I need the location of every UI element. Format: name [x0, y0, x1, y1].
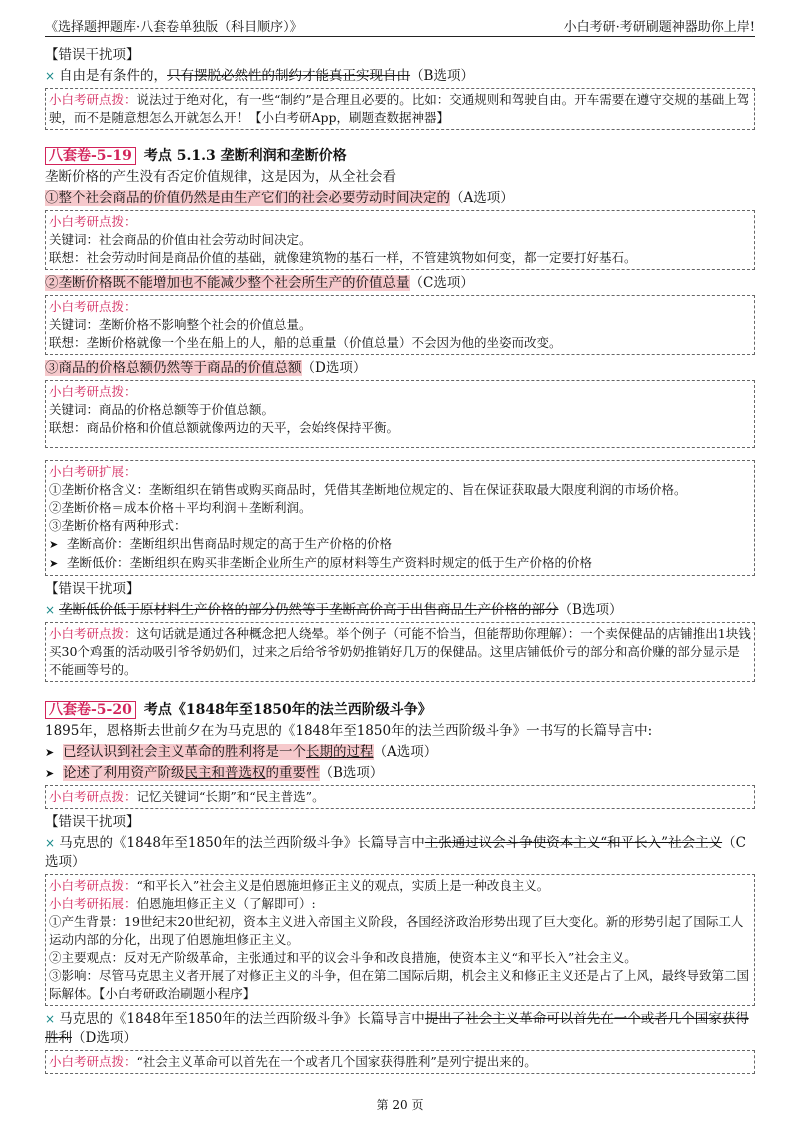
option-a — [45, 743, 755, 762]
cross-mark-icon: × — [45, 1012, 56, 1026]
extension-line: ③影响：尽管马克思主义者开展了对修正主义的斗争，但在第二国际后期，机会主义和修正主义还是占了上风，最终导致第二国际解体。【小白考研政治刷题小程序】 — [49, 968, 750, 1001]
hint-text: 记忆关键词“长期”和“民主普选”。 — [136, 789, 325, 804]
hint-tag: 小白考研点拨： — [49, 626, 137, 641]
hint-text: 说法过于绝对化，有一些“制约”是合理且必要的。比如：交通规则和驾驶自由。开车需要在遵守交规的基础上驾驶，而不是随意想怎么开就怎么开！【小白考研App，刷题查数据神器】 — [49, 92, 750, 125]
option-tag: （D选项） — [301, 360, 367, 376]
extension-line: ②垄断价格＝成本价格＋平均利润＋垄断利润。 — [49, 500, 312, 515]
wrong-item-strike: 只有摆脱必然性的制约才能真正实现自由 — [167, 68, 411, 84]
arrow-bullet-icon: ➤ — [49, 557, 59, 570]
hint-box-d — [45, 380, 755, 448]
hint-text: 这句话就是通过各种概念把人绕晕。举个例子（可能不恰当，但能帮助你理解）：一个卖保健品的店铺推出1块钱买30个鸡蛋的活动吸引爷爷奶奶们，过来之后给爷爷奶奶推销好几万的保健品。这里店铺低价亏的部分和高价赚的部分显示是不能画等号的。 — [49, 626, 751, 677]
question-code: 八套卷-5-20 — [45, 701, 136, 719]
hint-box — [45, 785, 755, 809]
question-title: 考点《1848年至1850年的法兰西阶级斗争》 — [143, 702, 432, 718]
hint-text: “和平长入”社会主义是伯恩施坦修正主义的观点，实质上是一种改良主义。 — [136, 878, 550, 893]
arrow-bullet-icon: ➤ — [49, 538, 59, 551]
extension-bullet — [49, 554, 751, 573]
option-c — [45, 274, 755, 293]
option-tag: （B选项） — [558, 602, 623, 618]
hint-text: “社会主义革命可以首先在一个或者几个国家获得胜利”是列宁提出来的。 — [136, 1054, 537, 1069]
hint-tag: 小白考研点拨： — [49, 92, 137, 107]
wrong-item-strike: 提出了社会主义革命可以首先在一个或者几个国家获得胜利 — [45, 1011, 749, 1046]
hint-line: 关键词：商品的价格总额等于价值总额。 — [49, 402, 275, 417]
wrong-item — [45, 67, 755, 86]
wrong-item — [45, 601, 755, 620]
option-b-text-end: 的重要性 — [265, 765, 320, 781]
option-a-text: ①整个社会商品的价值仍然是由生产它们的社会必要劳动时间决定的 — [45, 190, 450, 206]
option-tag: （A选项） — [373, 744, 438, 760]
option-a — [45, 189, 755, 208]
wrong-item-d — [45, 1010, 755, 1048]
extension-tag: 小白考研扩展： — [49, 464, 137, 479]
wrong-item-strike: 主张通过议会斗争使资本主义“和平长入”社会主义 — [424, 835, 723, 851]
question-title: 考点 5.1.3 垄断利润和垄断价格 — [143, 148, 347, 164]
extension-line: ③垄断价格有两种形式： — [49, 518, 187, 533]
question-heading — [45, 146, 755, 166]
page-body — [45, 44, 755, 1078]
hint-line: 关键词：社会商品的价值由社会劳动时间决定。 — [49, 232, 312, 247]
extension-bullet-text: 垄断高价：垄断组织出售商品时规定的高于生产价格的价格 — [67, 536, 393, 551]
cross-mark-icon: × — [45, 603, 56, 617]
cross-mark-icon: × — [45, 836, 56, 850]
hint-box — [45, 1050, 755, 1074]
header-right-slogan: 小白考研·考研刷题神器助你上岸! — [563, 20, 755, 35]
hint-line: 联想：社会劳动时间是商品价值的基础，就像建筑物的基石一样，不管建筑物如何变，都一定要打好基石。 — [49, 250, 637, 265]
option-tag: （D选项） — [72, 1030, 137, 1046]
page-number: 第 20 页 — [376, 1098, 424, 1112]
wrong-item-text: 马克思的《1848年至1850年的法兰西阶级斗争》长篇导言中 — [59, 1011, 425, 1027]
wrong-item-text: 自由是有条件的， — [59, 68, 168, 84]
question-stem: 垄断价格的产生没有否定价值规律，这是因为，从全社会看 — [45, 169, 396, 185]
hint-line: 关键词：垄断价格不影响整个社会的价值总量。 — [49, 317, 312, 332]
option-tag: （C选项） — [45, 835, 746, 870]
arrow-bullet-icon: ➤ — [45, 746, 55, 759]
extension-line: ②主要观点：反对无产阶级革命，主张通过和平的议会斗争和改良措施，使资本主义“和平长入”社会主义。 — [49, 950, 637, 965]
extension-tag: 小白考研拓展： — [49, 896, 137, 911]
hint-tag: 小白考研点拨： — [49, 214, 137, 229]
option-tag: （C选项） — [409, 275, 474, 291]
cross-mark-icon: × — [45, 69, 56, 83]
option-tag: （A选项） — [450, 190, 514, 206]
option-a-keyword: 长期的过程 — [306, 744, 374, 760]
hint-tag: 小白考研点拨： — [49, 789, 137, 804]
question-stem: 1895年，恩格斯去世前夕在为马克思的《1848年至1850年的法兰西阶级斗争》一书写的长篇导言中: — [45, 723, 653, 739]
question-code: 八套卷-5-19 — [45, 147, 136, 165]
hint-tag: 小白考研点拨： — [49, 384, 137, 399]
extension-text: 伯恩施坦修正主义（了解即可）: — [136, 896, 316, 911]
wrong-items-heading: 【错误干扰项】 — [45, 47, 140, 63]
extension-bullet-text: 垄断低价：垄断组织在购买非垄断企业所生产的原材料等生产资料时规定的低于生产价格的价格 — [67, 555, 593, 570]
hint-tag: 小白考研点拨： — [49, 299, 137, 314]
wrong-item-text: 马克思的《1848年至1850年的法兰西阶级斗争》长篇导言中 — [59, 835, 425, 851]
wrong-item-strike: 垄断低价低于原材料生产价格的部分仍然等于垄断高价高于出售商品生产价格的部分 — [59, 602, 559, 618]
option-tag: （B选项） — [410, 68, 474, 84]
hint-tag: 小白考研点拨： — [49, 878, 137, 893]
option-a-text: 已经认识到社会主义革命的胜利将是一个 — [63, 744, 306, 760]
hint-box — [45, 622, 755, 682]
header-left-title: 《选择题押题库·八套卷单独版（科目顺序）》 — [45, 20, 303, 35]
option-tag: （B选项） — [319, 765, 384, 781]
hint-box-a — [45, 210, 755, 270]
option-b-text: 论述了利用资产阶级 — [63, 765, 185, 781]
hint-box — [45, 88, 755, 130]
option-b-keyword: 民主和普选权 — [184, 765, 266, 781]
extension-box — [45, 460, 755, 576]
option-d-text: ③商品的价格总额仍然等于商品的价值总额 — [45, 360, 302, 376]
wrong-items-heading: 【错误干扰项】 — [45, 814, 140, 830]
wrong-items-heading: 【错误干扰项】 — [45, 581, 140, 597]
option-c-text: ②垄断价格既不能增加也不能减少整个社会所生产的价值总量 — [45, 275, 410, 291]
extension-bullet — [49, 535, 751, 554]
option-d — [45, 359, 755, 378]
question-heading — [45, 700, 755, 720]
hint-line — [49, 895, 751, 913]
hint-line — [49, 877, 751, 895]
extension-line: ①产生背景：19世纪末20世纪初，资本主义进入帝国主义阶段，各国经济政治形势出现了巨大变化。新的形势引起了国际工人运动内部的分化，出现了伯恩施坦修正主义。 — [49, 914, 744, 947]
hint-line: 联想：垄断价格就像一个坐在船上的人，船的总重量（价值总量）不会因为他的坐姿而改变。 — [49, 335, 562, 350]
extension-line: ①垄断价格含义：垄断组织在销售或购买商品时，凭借其垄断地位规定的、旨在保证获取最大限度利润的市场价格。 — [49, 482, 687, 497]
arrow-bullet-icon: ➤ — [45, 767, 55, 780]
hint-box-extension — [45, 874, 755, 1006]
hint-tag: 小白考研点拨： — [49, 1054, 137, 1069]
hint-line: 联想：商品价格和价值总额就像两边的天平，会始终保持平衡。 — [49, 420, 400, 435]
option-b — [45, 764, 755, 783]
page-header — [45, 14, 755, 37]
wrong-item-c — [45, 834, 755, 872]
hint-box-c — [45, 295, 755, 355]
